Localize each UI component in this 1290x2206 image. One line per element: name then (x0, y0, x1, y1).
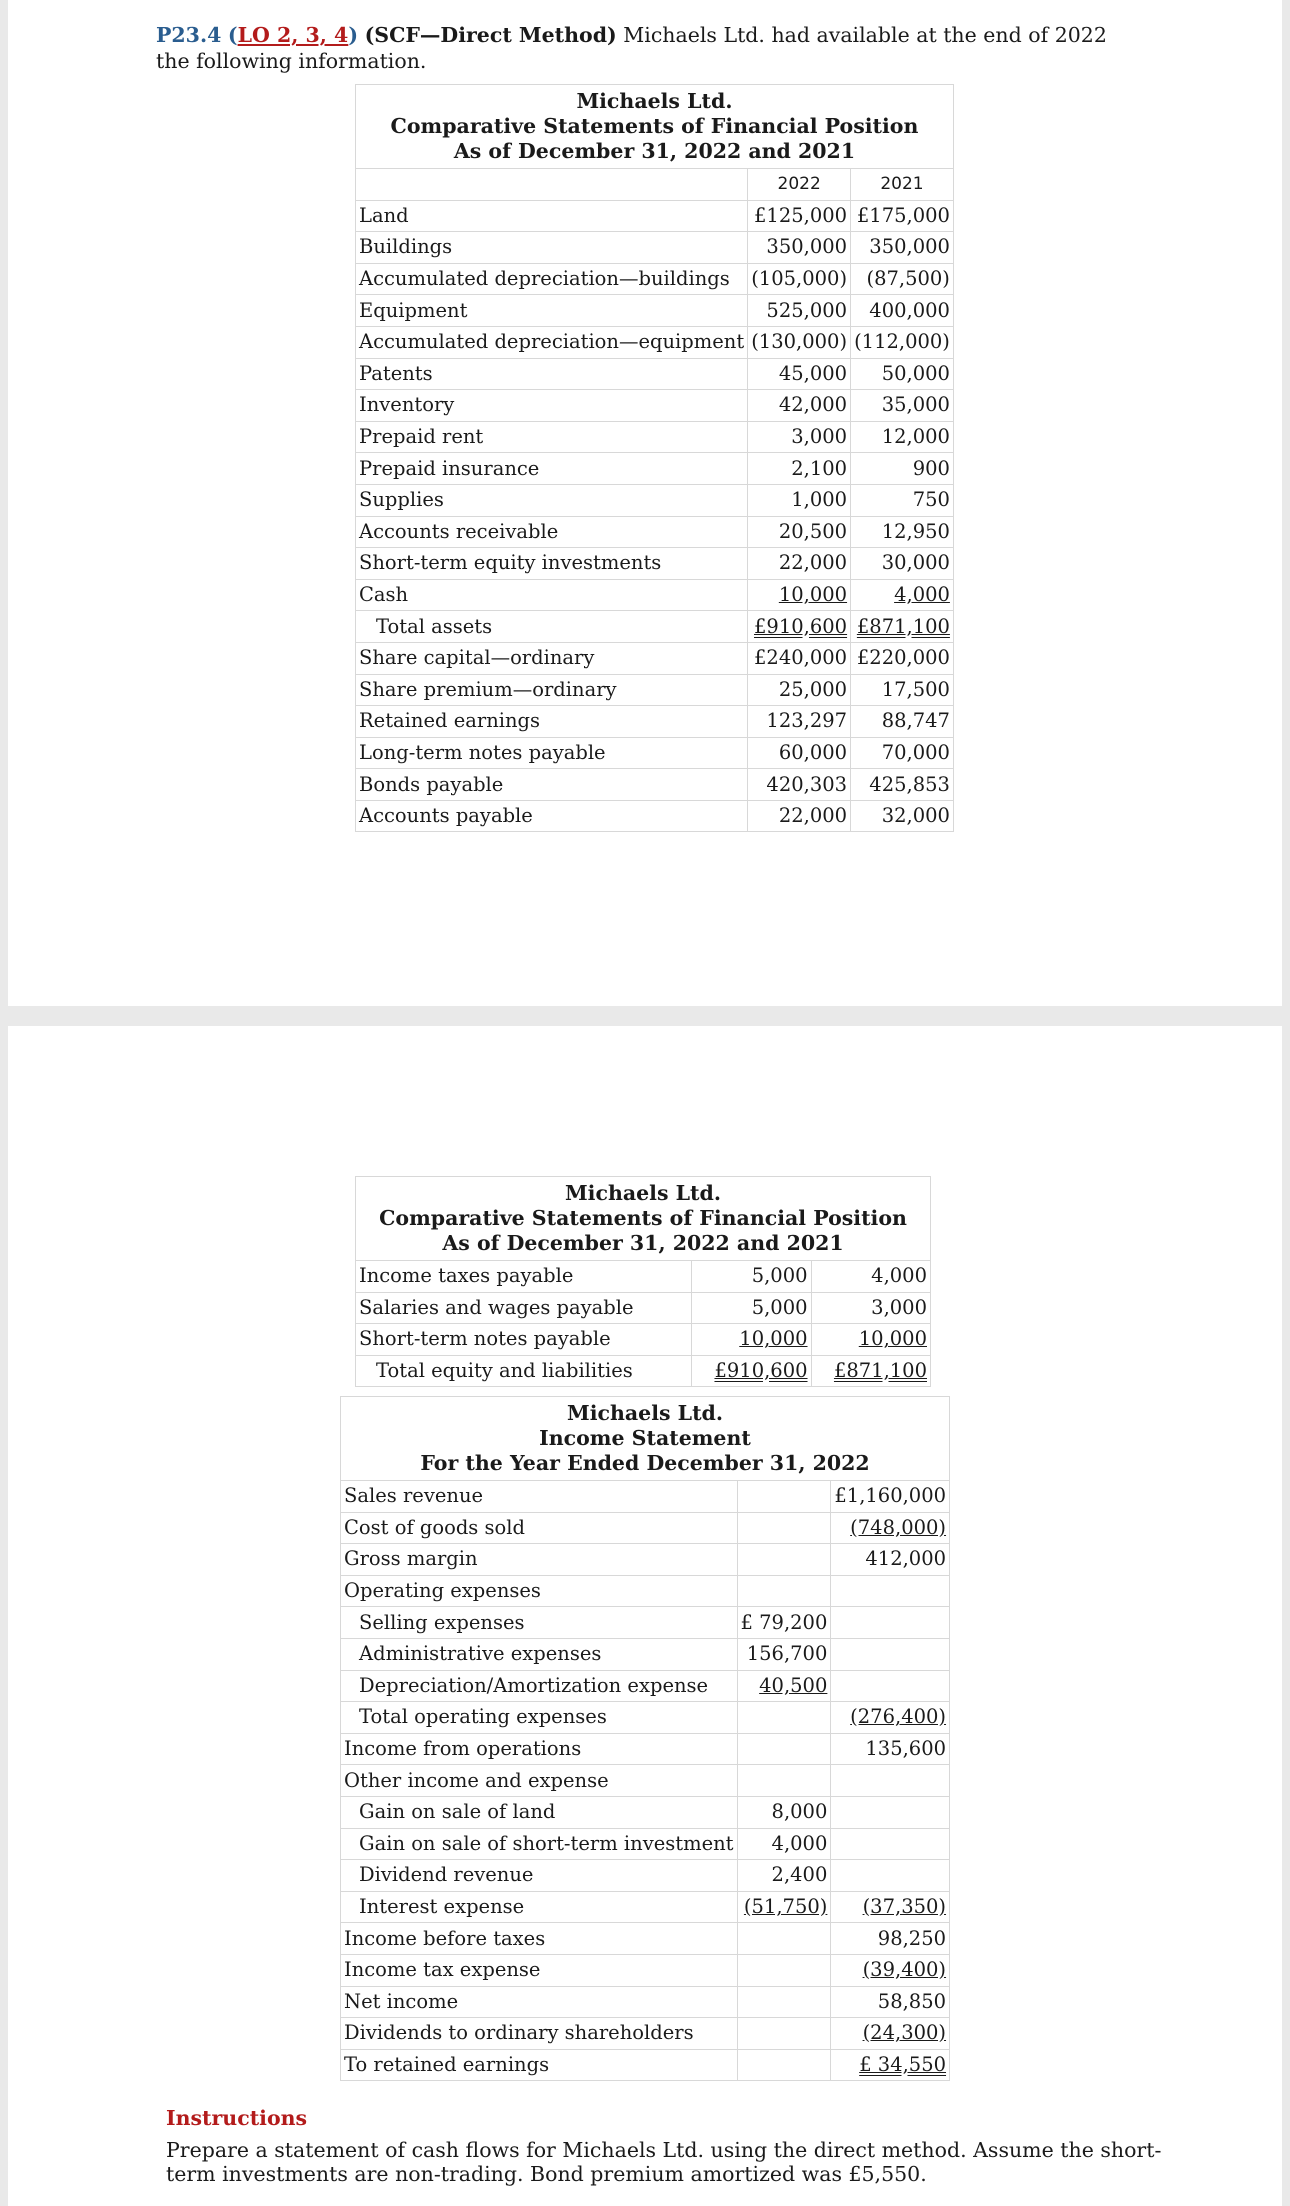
value-2022: 123,297 (748, 706, 851, 738)
row-label: Cost of goods sold (341, 1512, 738, 1544)
value-2022: £910,600 (748, 611, 851, 643)
row-label: Prepaid rent (356, 421, 748, 453)
inner-amount (737, 1544, 831, 1576)
income-statement-caption (341, 1397, 950, 1481)
row-label: Salaries and wages payable (356, 1292, 692, 1324)
balance-row (356, 769, 954, 801)
outer-amount (831, 1796, 950, 1828)
value-2022: (130,000) (748, 326, 851, 358)
lo-open: ( (227, 23, 238, 47)
row-label: Supplies (356, 484, 748, 516)
value-2022: 60,000 (748, 737, 851, 769)
year-header-row (356, 169, 954, 201)
income-row (341, 1575, 950, 1607)
value-2021: 900 (851, 453, 954, 485)
row-label: Dividends to ordinary shareholders (341, 2018, 738, 2050)
value-2021: 12,000 (851, 421, 954, 453)
value-2021: 70,000 (851, 737, 954, 769)
row-label: Long-term notes payable (356, 737, 748, 769)
row-label: Share premium—ordinary (356, 674, 748, 706)
row-label: Cash (356, 579, 748, 611)
instructions-title: Instructions (166, 2106, 308, 2130)
balance-sheet-table-part2 (355, 1176, 931, 1387)
row-label: Depreciation/Amortization expense (341, 1670, 738, 1702)
year-header-2022: 2022 (748, 169, 851, 201)
value-2022: (105,000) (748, 263, 851, 295)
value-2021: 425,853 (851, 769, 954, 801)
inner-amount (737, 1765, 831, 1797)
row-label: Total operating expenses (341, 1702, 738, 1734)
inner-amount (737, 1986, 831, 2018)
row-label: Income tax expense (341, 1954, 738, 1986)
balance-sheet-caption-continued (356, 1177, 931, 1261)
problem-code: P23.4 (156, 23, 222, 47)
outer-amount: 412,000 (831, 1544, 950, 1576)
row-label: Income from operations (341, 1733, 738, 1765)
balance-row (356, 484, 954, 516)
value-2021: 3,000 (811, 1292, 930, 1324)
outer-amount: (39,400) (831, 1954, 950, 1986)
row-label: Income taxes payable (356, 1261, 692, 1293)
inner-amount (737, 2049, 831, 2081)
balance-row (356, 295, 954, 327)
balance-row (356, 453, 954, 485)
outer-amount: £1,160,000 (831, 1481, 950, 1513)
outer-amount (831, 1860, 950, 1892)
value-2022: £910,600 (692, 1355, 811, 1387)
value-2021: £220,000 (851, 642, 954, 674)
row-label: Interest expense (341, 1891, 738, 1923)
outer-amount: 58,850 (831, 1986, 950, 2018)
inner-amount: £ 79,200 (737, 1607, 831, 1639)
value-2021: 4,000 (851, 579, 954, 611)
problem-intro: Michaels Ltd. had available at the end of 2022 the following information. (156, 23, 1107, 73)
balance-row (356, 1324, 931, 1356)
income-row (341, 2049, 950, 2081)
outer-amount: (24,300) (831, 2018, 950, 2050)
balance-row (356, 263, 954, 295)
value-2022: 25,000 (748, 674, 851, 706)
row-label: Net income (341, 1986, 738, 2018)
row-label: Accumulated depreciation—buildings (356, 263, 748, 295)
balance-row (356, 1355, 931, 1387)
row-label: Buildings (356, 232, 748, 264)
value-2022: 1,000 (748, 484, 851, 516)
value-2021: 750 (851, 484, 954, 516)
balance-row (356, 1261, 931, 1293)
balance-sheet-date: As of December 31, 2022 and 2021 (453, 139, 856, 163)
balance-row (356, 611, 954, 643)
income-row (341, 1891, 950, 1923)
row-label: Administrative expenses (341, 1638, 738, 1670)
balance-row (356, 642, 954, 674)
row-label: Dividend revenue (341, 1860, 738, 1892)
balance-row (356, 1292, 931, 1324)
value-2021: (87,500) (851, 263, 954, 295)
row-label: Retained earnings (356, 706, 748, 738)
value-2022: 20,500 (748, 516, 851, 548)
outer-amount: (748,000) (831, 1512, 950, 1544)
row-label: Gross margin (341, 1544, 738, 1576)
row-label: Accounts receivable (356, 516, 748, 548)
value-2022: 42,000 (748, 390, 851, 422)
income-row (341, 1544, 950, 1576)
row-label: Prepaid insurance (356, 453, 748, 485)
income-row (341, 1923, 950, 1955)
inner-amount (737, 1481, 831, 1513)
balance-row (356, 674, 954, 706)
income-row (341, 1765, 950, 1797)
learning-objectives-link[interactable]: LO 2, 3, 4 (237, 23, 349, 47)
inner-amount (737, 1512, 831, 1544)
inner-amount (737, 2018, 831, 2050)
income-statement-company: Michaels Ltd. (567, 1401, 724, 1425)
row-label: To retained earnings (341, 2049, 738, 2081)
balance-row (356, 390, 954, 422)
income-row (341, 1733, 950, 1765)
outer-amount: (276,400) (831, 1702, 950, 1734)
income-statement-period: For the Year Ended December 31, 2022 (420, 1451, 870, 1475)
value-2022: 350,000 (748, 232, 851, 264)
balance-row (356, 579, 954, 611)
value-2022: 5,000 (692, 1292, 811, 1324)
problem-method: (SCF—Direct Method) (364, 23, 617, 47)
value-2021: 4,000 (811, 1261, 930, 1293)
value-2022: £125,000 (748, 200, 851, 232)
row-label: Equipment (356, 295, 748, 327)
row-label: Patents (356, 358, 748, 390)
value-2021: £871,100 (851, 611, 954, 643)
value-2021: 50,000 (851, 358, 954, 390)
row-label: Land (356, 200, 748, 232)
value-2021: 30,000 (851, 548, 954, 580)
balance-sheet-caption (356, 85, 954, 169)
value-2022: 22,000 (748, 548, 851, 580)
outer-amount (831, 1670, 950, 1702)
inner-amount: 8,000 (737, 1796, 831, 1828)
income-row (341, 2018, 950, 2050)
inner-amount (737, 1702, 831, 1734)
income-row (341, 1702, 950, 1734)
balance-row (356, 737, 954, 769)
value-2022: £240,000 (748, 642, 851, 674)
outer-amount (831, 1638, 950, 1670)
row-label: Short-term notes payable (356, 1324, 692, 1356)
income-row (341, 1954, 950, 1986)
row-label: Total equity and liabilities (356, 1355, 692, 1387)
lo-close: ) (348, 23, 359, 47)
row-label: Total assets (356, 611, 748, 643)
balance-row (356, 548, 954, 580)
inner-amount: 40,500 (737, 1670, 831, 1702)
row-label: Accumulated depreciation—equipment (356, 326, 748, 358)
balance-sheet-company: Michaels Ltd. (576, 89, 733, 113)
value-2022: 10,000 (692, 1324, 811, 1356)
value-2022: 10,000 (748, 579, 851, 611)
value-2022: 3,000 (748, 421, 851, 453)
row-label: Income before taxes (341, 1923, 738, 1955)
value-2021: 88,747 (851, 706, 954, 738)
inner-amount: (51,750) (737, 1891, 831, 1923)
instructions-text: Prepare a statement of cash flows for Michaels Ltd. using the direct method. Assume the short-term investments are non-trading. Bond premium amortized was £5,550. (166, 2138, 1162, 2186)
value-2021: 12,950 (851, 516, 954, 548)
value-2022: 525,000 (748, 295, 851, 327)
balance-row (356, 358, 954, 390)
income-row (341, 1796, 950, 1828)
inner-amount (737, 1923, 831, 1955)
value-2021: 35,000 (851, 390, 954, 422)
balance-row (356, 200, 954, 232)
income-statement-title: Income Statement (539, 1426, 751, 1450)
row-label: Inventory (356, 390, 748, 422)
inner-amount: 4,000 (737, 1828, 831, 1860)
inner-amount: 156,700 (737, 1638, 831, 1670)
row-label: Other income and expense (341, 1765, 738, 1797)
value-2022: 22,000 (748, 800, 851, 832)
balance-sheet-table-part1 (355, 84, 954, 832)
balance-row (356, 706, 954, 738)
income-row (341, 1638, 950, 1670)
inner-amount: 2,400 (737, 1860, 831, 1892)
outer-amount: 135,600 (831, 1733, 950, 1765)
problem-heading (156, 22, 1116, 74)
value-2021: 400,000 (851, 295, 954, 327)
balance-sheet-date-2: As of December 31, 2022 and 2021 (442, 1231, 844, 1255)
balance-sheet-title: Comparative Statements of Financial Position (390, 114, 919, 138)
row-label: Bonds payable (356, 769, 748, 801)
row-label: Share capital—ordinary (356, 642, 748, 674)
row-label: Gain on sale of short-term investment (341, 1828, 738, 1860)
balance-row (356, 516, 954, 548)
value-2021: (112,000) (851, 326, 954, 358)
income-row (341, 1607, 950, 1639)
outer-amount: £ 34,550 (831, 2049, 950, 2081)
value-2022: 2,100 (748, 453, 851, 485)
value-2021: 17,500 (851, 674, 954, 706)
balance-sheet-title-2: Comparative Statements of Financial Position (379, 1206, 907, 1230)
value-2022: 45,000 (748, 358, 851, 390)
income-row (341, 1670, 950, 1702)
row-label: Short-term equity investments (356, 548, 748, 580)
balance-sheet-company-2: Michaels Ltd. (564, 1181, 721, 1205)
balance-row (356, 326, 954, 358)
value-2022: 420,303 (748, 769, 851, 801)
outer-amount (831, 1575, 950, 1607)
row-label: Gain on sale of land (341, 1796, 738, 1828)
balance-row (356, 232, 954, 264)
income-statement-table (340, 1396, 950, 2081)
row-label: Sales revenue (341, 1481, 738, 1513)
income-row (341, 1860, 950, 1892)
balance-row (356, 800, 954, 832)
outer-amount: 98,250 (831, 1923, 950, 1955)
row-label: Accounts payable (356, 800, 748, 832)
inner-amount (737, 1733, 831, 1765)
outer-amount: (37,350) (831, 1891, 950, 1923)
income-row (341, 1512, 950, 1544)
outer-amount (831, 1828, 950, 1860)
inner-amount (737, 1954, 831, 1986)
income-row (341, 1828, 950, 1860)
outer-amount (831, 1607, 950, 1639)
value-2022: 5,000 (692, 1261, 811, 1293)
income-row (341, 1986, 950, 2018)
value-2021: £871,100 (811, 1355, 930, 1387)
value-2021: 10,000 (811, 1324, 930, 1356)
inner-amount (737, 1575, 831, 1607)
balance-row (356, 421, 954, 453)
year-header-2021: 2021 (851, 169, 954, 201)
value-2021: 32,000 (851, 800, 954, 832)
value-2021: £175,000 (851, 200, 954, 232)
row-label: Operating expenses (341, 1575, 738, 1607)
value-2021: 350,000 (851, 232, 954, 264)
year-header-blank (356, 169, 748, 201)
income-row (341, 1481, 950, 1513)
row-label: Selling expenses (341, 1607, 738, 1639)
outer-amount (831, 1765, 950, 1797)
